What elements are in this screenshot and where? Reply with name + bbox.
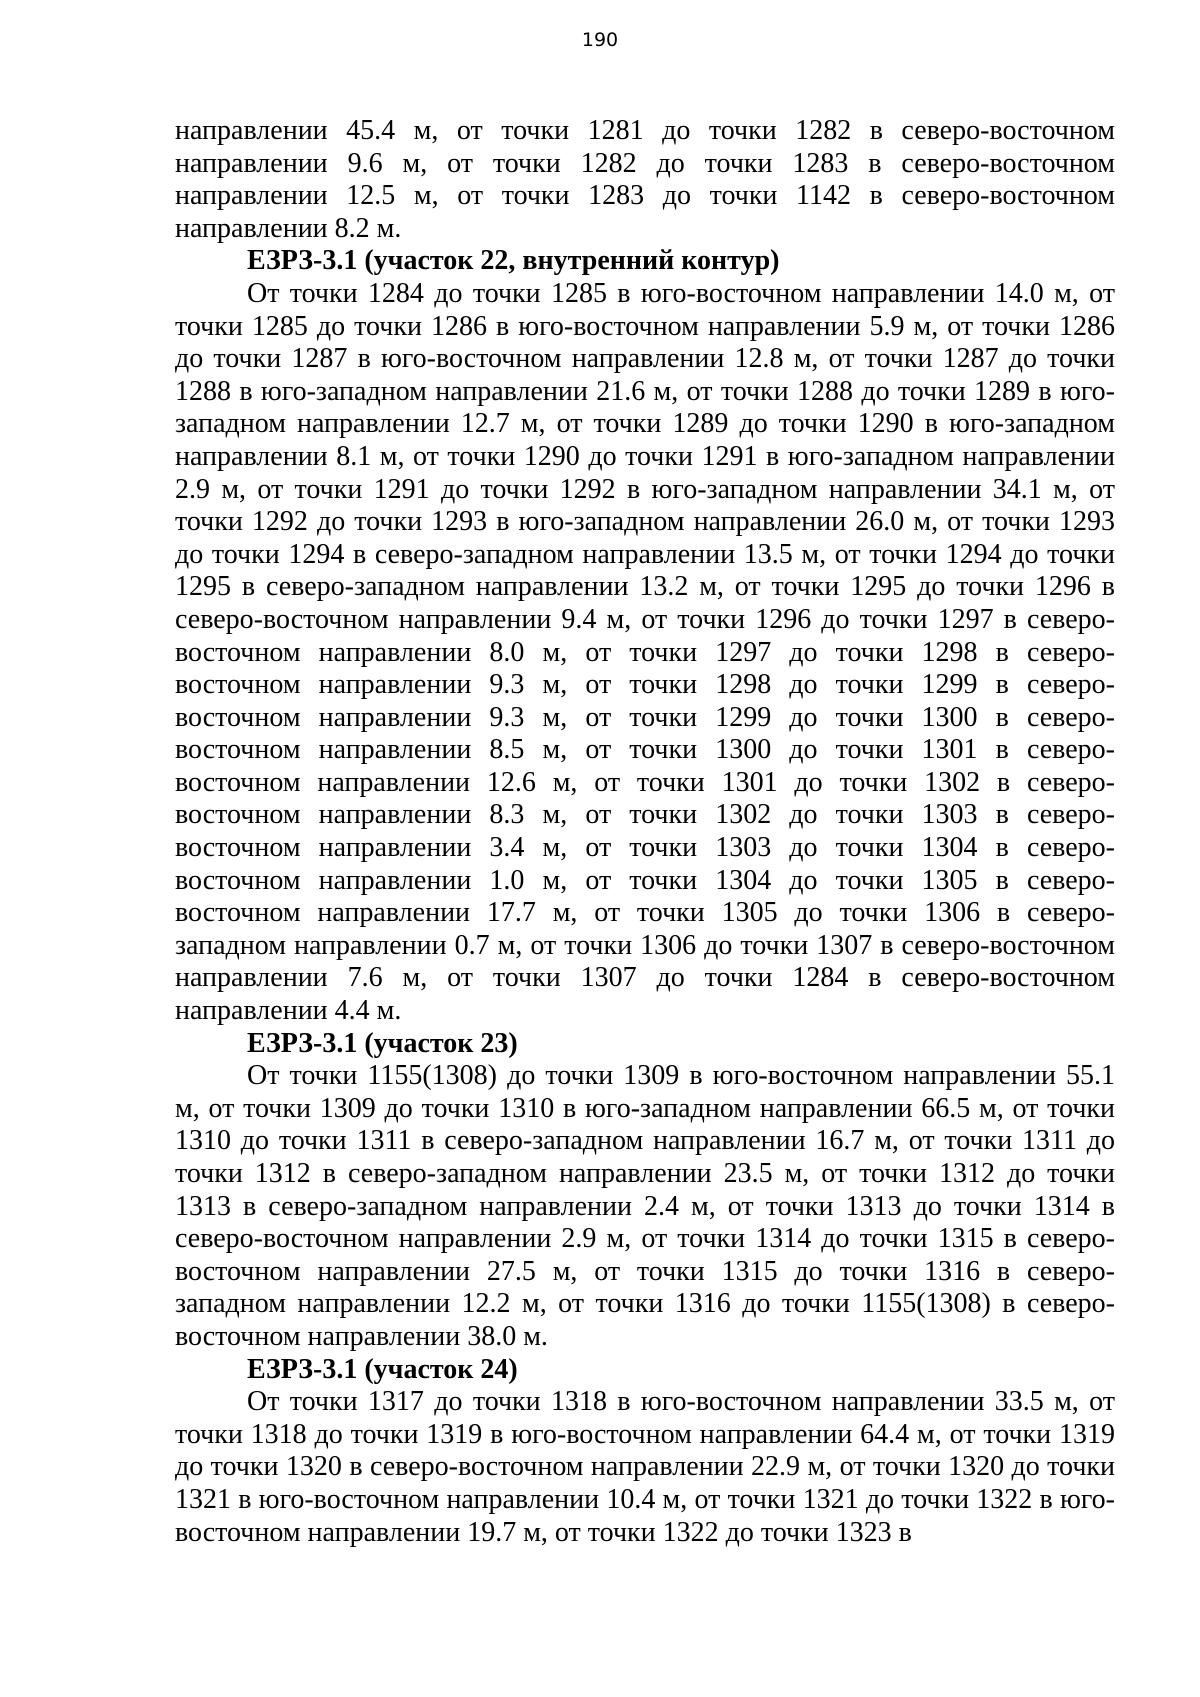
paragraph-plot-23: От точки 1155(1308) до точки 1309 в юго-восточном направлении 55.1 м, от точки 1309 до точки 1310 в юго-западном направлении 66.5 м, от точки 1310 до точки 1311 в северо-западном направлении 16.7 м, от точки 1311 до точки 1312 в северо-западном направлении 23.5 м, от точки 1312 до точки 1313 в северо-западном направлении 2.4 м, от точки 1313 до точки 1314 в северо-восточном направлении 2.9 м, от точки 1314 до точки 1315 в северо-восточном направлении 27.5 м, от точки 1315 до точки 1316 в северо-западном направлении 12.2 м, от точки 1316 до точки 1155(1308) в северо-восточном направлении 38.0 м. bbox=[175, 1060, 1115, 1352]
paragraph-plot-22: От точки 1284 до точки 1285 в юго-восточном направлении 14.0 м, от точки 1285 до точки 1286 в юго-восточном направлении 5.9 м, от точки 1286 до точки 1287 в юго-восточном направлении 12.8 м, от точки 1287 до точки 1288 в юго-западном направлении 21.6 м, от точки 1288 до точки 1289 в юго-западном направлении 12.7 м, от точки 1289 до точки 1290 в юго-западном направлении 8.1 м, от точки 1290 до точки 1291 в юго-западном направлении 2.9 м, от точки 1291 до точки 1292 в юго-западном направлении 34.1 м, от точки 1292 до точки 1293 в юго-западном направлении 26.0 м, от точки 1293 до точки 1294 в северо-западном направлении 13.5 м, от точки 1294 до точки 1295 в северо-западном направлении 13.2 м, от точки 1295 до точки 1296 в северо-восточном направлении 9.4 м, от точки 1296 до точки 1297 в северо-восточном направлении 8.0 м, от точки 1297 до точки 1298 в северо-восточном направлении 9.3 м, от точки 1298 до точки 1299 в северо-восточном направлении 9.3 м, от точки 1299 до точки 1300 в северо-восточном направлении 8.5 м, от точки 1300 до точки 1301 в северо-восточном направлении 12.6 м, от точки 1301 до точки 1302 в северо-восточном направлении 8.3 м, от точки 1302 до точки 1303 в северо-восточном направлении 3.4 м, от точки 1303 до точки 1304 в северо-восточном направлении 1.0 м, от точки 1304 до точки 1305 в северо-восточном направлении 17.7 м, от точки 1305 до точки 1306 в северо-западном направлении 0.7 м, от точки 1306 до точки 1307 в северо-восточном направлении 7.6 м, от точки 1307 до точки 1284 в северо-восточном направлении 4.4 м. bbox=[175, 277, 1115, 1027]
paragraph-continuation: направлении 45.4 м, от точки 1281 до точки 1282 в северо-восточном направлении 9.6 м, от точки 1282 до точки 1283 в северо-восточном направлении 12.5 м, от точки 1283 до точки 1142 в северо-восточном направлении 8.2 м. bbox=[175, 115, 1115, 244]
section-heading-plot-23: ЕЗРЗ-3.1 (участок 23) bbox=[247, 1027, 518, 1059]
section-heading-plot-24: ЕЗРЗ-3.1 (участок 24) bbox=[247, 1353, 518, 1385]
paragraph-plot-24: От точки 1317 до точки 1318 в юго-восточном направлении 33.5 м, от точки 1318 до точки 1319 в юго-восточном направлении 64.4 м, от точки 1319 до точки 1320 в северо-восточном направлении 22.9 м, от точки 1320 до точки 1321 в юго-восточном направлении 10.4 м, от точки 1321 до точки 1322 в юго-восточном направлении 19.7 м, от точки 1322 до точки 1323 в bbox=[175, 1386, 1115, 1548]
document-body bbox=[175, 115, 1115, 1549]
section-heading-plot-22: ЕЗРЗ-3.1 (участок 22, внутренний контур) bbox=[247, 245, 780, 277]
page-number: 190 bbox=[581, 29, 619, 51]
